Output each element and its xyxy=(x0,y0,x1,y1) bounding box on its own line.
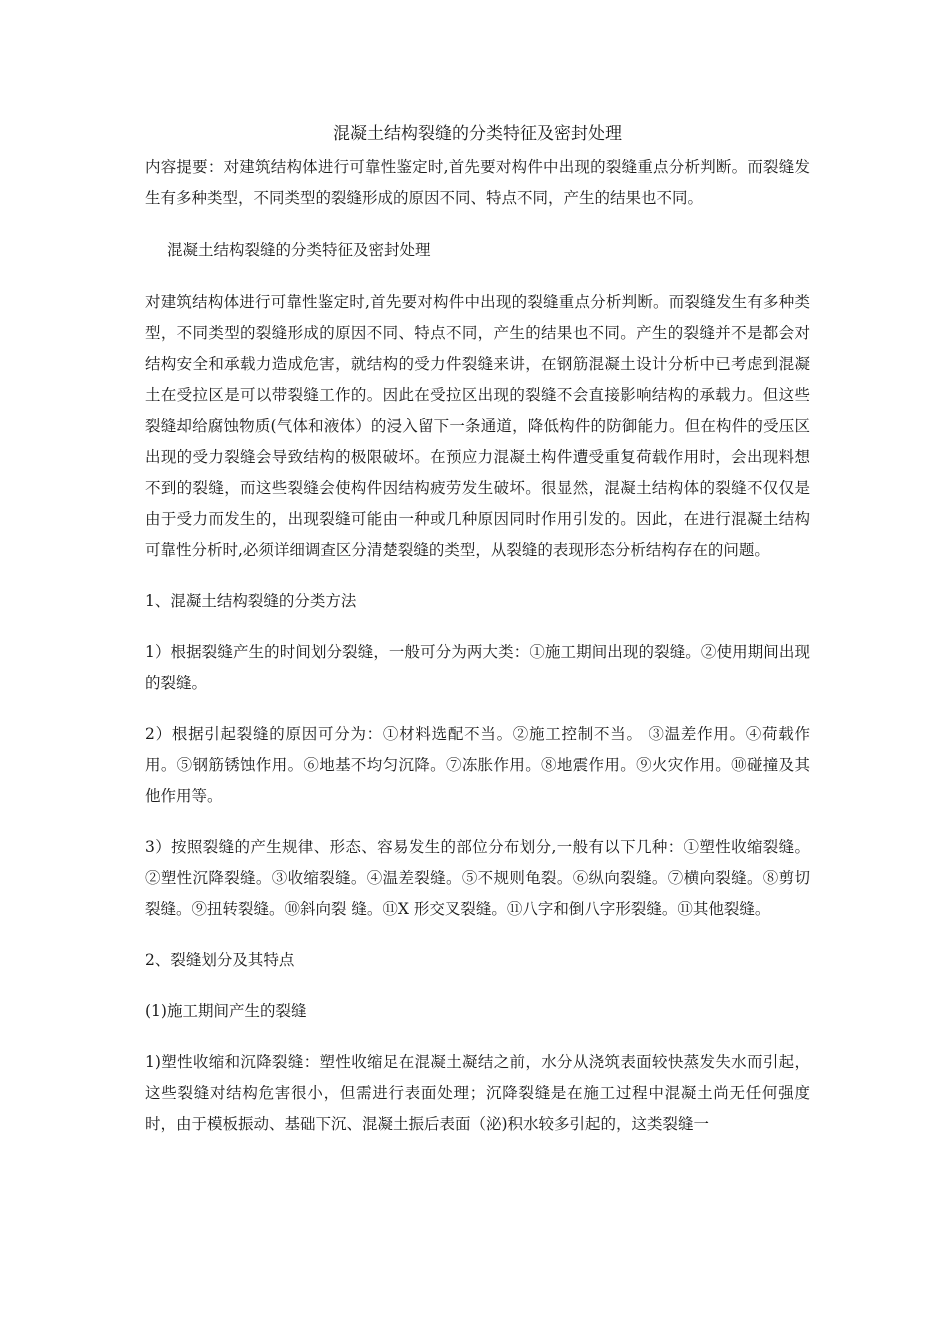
list-paragraph-1: 1）根据裂缝产生的时间划分裂缝，一般可分为两大类：①施工期间出现的裂缝。②使用期间出现的裂缝。 xyxy=(145,643,810,692)
document-title: 混凝土结构裂缝的分类特征及密封处理 xyxy=(333,124,622,144)
section-subtitle: 混凝土结构裂缝的分类特征及密封处理 xyxy=(167,241,431,259)
list-paragraph-2: 2）根据引起裂缝的原因可分为：①材料选配不当。②施工控制不当。 ③温差作用。④荷载作用。⑤钢筋锈蚀作用。⑥地基不均匀沉降。⑦冻胀作用。⑧地震作用。⑨火灾作用。⑩碰撞及其他作用等。 xyxy=(145,725,810,805)
abstract-paragraph: 内容提要：对建筑结构体进行可靠性鉴定时,首先要对构件中出现的裂缝重点分析判断。而裂缝发生有多种类型，不同类型的裂缝形成的原因不同、特点不同，产生的结果也不同。 xyxy=(145,158,810,207)
body-paragraph-plastic-cracks: 1)塑性收缩和沉降裂缝：塑性收缩足在混凝土凝结之前，水分从浇筑表面较快蒸发失水而引起，这些裂缝对结构危害很小，但需进行表面处理；沉降裂缝是在施工过程中混凝土尚无任何强度时，由于模板振动、基础下沉、混凝土振后表面（泌)积水较多引起的，这类裂缝一 xyxy=(145,1053,810,1133)
document-page xyxy=(145,118,810,1140)
section-heading-2: 2、裂缝划分及其特点 xyxy=(145,951,295,969)
subsection-heading-1: (1)施工期间产生的裂缝 xyxy=(145,1002,307,1020)
section-heading-1: 1、混凝土结构裂缝的分类方法 xyxy=(145,592,357,610)
body-paragraph-intro: 对建筑结构体进行可靠性鉴定时,首先要对构件中出现的裂缝重点分析判断。而裂缝发生有多种类型，不同类型的裂缝形成的原因不同、特点不同，产生的结果也不同。产生的裂缝并不是都会对结构安全和承载力造成危害，就结构的受力件裂缝来讲，在钢筋混凝土设计分析中已考虑到混凝土在受拉区是可以带裂缝工作的。因此在受拉区出现的裂缝不会直接影响结构的承载力。但这些裂缝却给腐蚀物质(气体和液体）的浸入留下一条通道，降低构件的防御能力。但在构件的受压区出现的受力裂缝会导致结构的极限破坏。在预应力混凝土构件遭受重复荷载作用时，会出现料想不到的裂缝，而这些裂缝会使构件因结构疲劳发生破坏。很显然，混凝土结构体的裂缝不仅仅是由于受力而发生的，出现裂缝可能由一种或几种原因同时作用引发的。因此，在进行混凝土结构可靠性分析时,必须详细调查区分清楚裂缝的类型，从裂缝的表现形态分析结构存在的问题。 xyxy=(145,293,810,559)
list-paragraph-3: 3）按照裂缝的产生规律、形态、容易发生的部位分布划分,一般有以下几种：①塑性收缩裂缝。②塑性沉降裂缝。③收缩裂缝。④温差裂缝。⑤不规则龟裂。⑥纵向裂缝。⑦横向裂缝。⑧剪切裂缝。⑨扭转裂缝。⑩斜向裂 缝。⑪X 形交叉裂缝。⑪八字和倒八字形裂缝。⑪其他裂缝。 xyxy=(145,838,810,918)
